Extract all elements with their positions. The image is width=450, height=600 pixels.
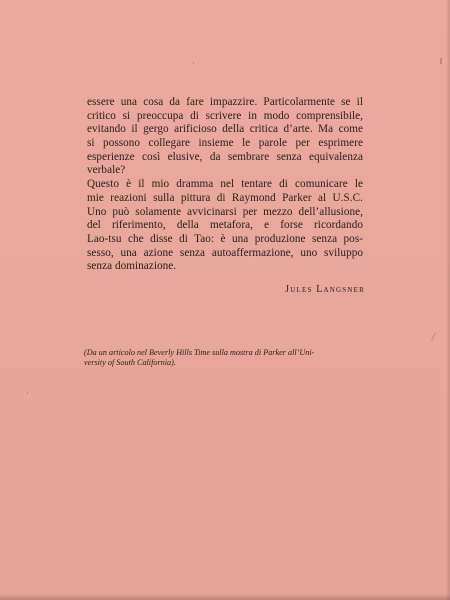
body-line: evitando il gergo arificioso della critica d’arte. Ma come: [87, 123, 363, 136]
body-line: esperienze così elusive, da sembrare senza equivalenza: [87, 150, 363, 163]
citation-line: versity of South California).: [84, 358, 176, 368]
paper-speck: [431, 332, 436, 341]
paper-speck: [440, 58, 442, 64]
body-paragraphs: [87, 96, 363, 274]
body-line: si possono collegare insieme le parole per esprimere: [87, 137, 363, 150]
body-line: essere una cosa da fare impazzire. Particolarmente se il: [87, 96, 363, 108]
body-line: verbale?: [87, 164, 126, 177]
body-line: senza dominazione.: [87, 260, 177, 273]
body-line: Questo è il mio dramma nel tentare di comunicare le: [87, 178, 363, 191]
paper-speck: [27, 392, 28, 394]
body-line: Lao-tsu che disse di Tao: è una produzione senza pos-: [87, 232, 363, 245]
body-line: sesso, una azione senza autoaffermazione, uno sviluppo: [87, 246, 363, 259]
paper-edge-shadow: [446, 0, 450, 600]
paper-speck: [193, 62, 194, 64]
body-line: critico si preoccupa di scrivere in modo comprensibile,: [87, 109, 363, 122]
body-line: del riferimento, della metafora, e forse ricordando: [87, 219, 363, 232]
body-line: Uno può solamente avvicinarsi per mezzo dell’allusione,: [87, 205, 363, 218]
citation-line: (Da un articolo nel Beverly Hills Time sulla mostra di Parker all’Uni-: [84, 348, 315, 357]
source-citation: [84, 348, 369, 368]
body-line: mie reazioni sulla pittura di Raymond Parker al U.S.C.: [87, 191, 363, 204]
paper-bottom-shadow: [0, 594, 450, 600]
author-signature: Jules Langsner: [285, 284, 365, 295]
